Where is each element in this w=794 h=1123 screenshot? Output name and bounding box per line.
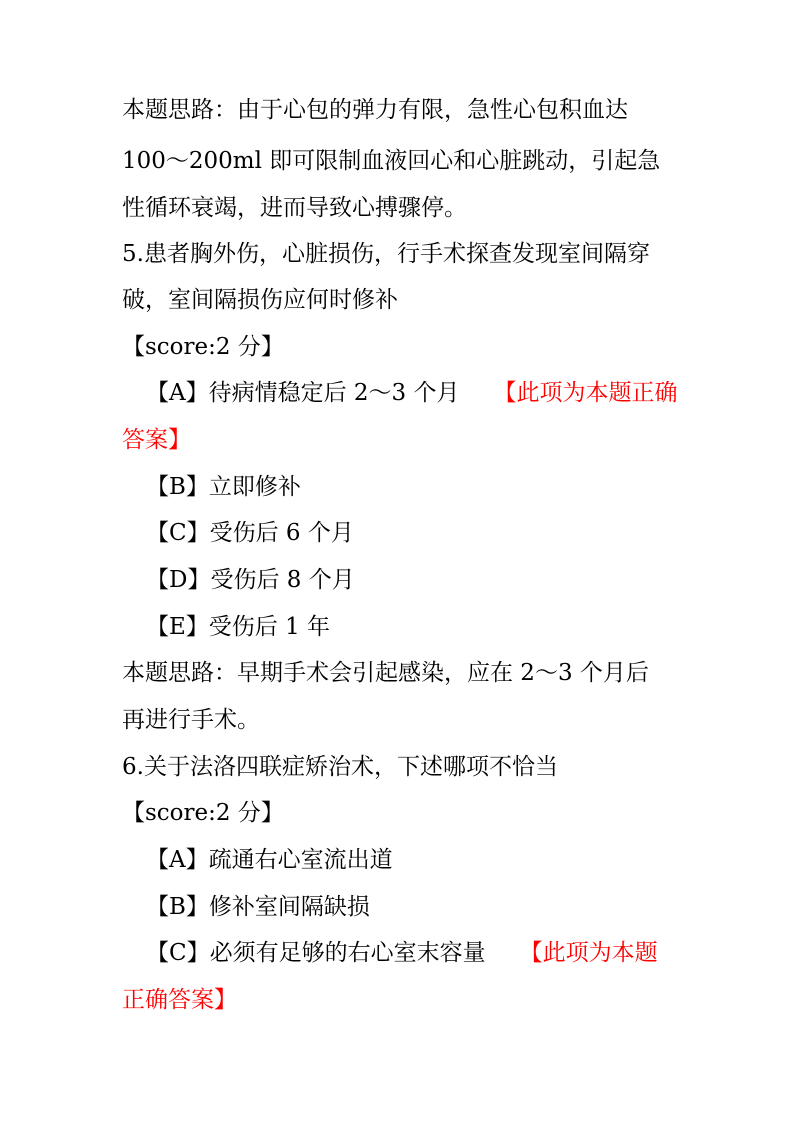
- q5-explanation-line-1: 本题思路：早期手术会引起感染，应在 2～3 个月后: [122, 660, 649, 686]
- q6-score: 【score:2 分】: [122, 800, 284, 826]
- q5-explanation-line-2: 再进行手术。: [122, 707, 260, 733]
- q6-correct-answer-marker: 【此项为本题: [519, 940, 658, 966]
- q5-option-e[interactable]: 【E】受伤后 1 年: [146, 614, 331, 640]
- q6-option-b[interactable]: 【B】修补室间隔缺损: [146, 894, 370, 920]
- q5-correct-answer-marker-cont: 答案】: [122, 427, 191, 453]
- q4-explanation-line-3: 性循环衰竭，进而导致心搏骤停。: [122, 195, 467, 221]
- q6-option-a[interactable]: 【A】疏通右心室流出道: [146, 847, 393, 873]
- q5-option-a[interactable]: [146, 377, 678, 409]
- q4-explanation-line-2: 100～200ml 即可限制血液回心和心脏跳动，引起急: [122, 148, 661, 174]
- q5-correct-answer-marker: 【此项为本题正确: [493, 380, 678, 406]
- q5-option-a-text: 【A】待病情稳定后 2～3 个月: [146, 380, 460, 406]
- q5-option-b[interactable]: 【B】立即修补: [146, 474, 301, 500]
- q6-stem: 6.关于法洛四联症矫治术，下述哪项不恰当: [122, 754, 558, 780]
- q5-option-d[interactable]: 【D】受伤后 8 个月: [146, 567, 355, 593]
- q5-stem-line-1: 5.患者胸外伤，心脏损伤，行手术探查发现室间隔穿: [122, 241, 650, 267]
- q6-option-c-text: 【C】必须有足够的右心室末容量: [146, 940, 486, 966]
- q5-option-c[interactable]: 【C】受伤后 6 个月: [146, 520, 354, 546]
- q5-stem-line-2: 破，室间隔损伤应何时修补: [122, 287, 398, 313]
- q6-option-c[interactable]: [146, 937, 658, 969]
- q5-score: 【score:2 分】: [122, 334, 284, 360]
- q6-correct-answer-marker-cont: 正确答案】: [122, 987, 237, 1013]
- q4-explanation-line-1: 本题思路：由于心包的弹力有限，急性心包积血达: [122, 97, 628, 123]
